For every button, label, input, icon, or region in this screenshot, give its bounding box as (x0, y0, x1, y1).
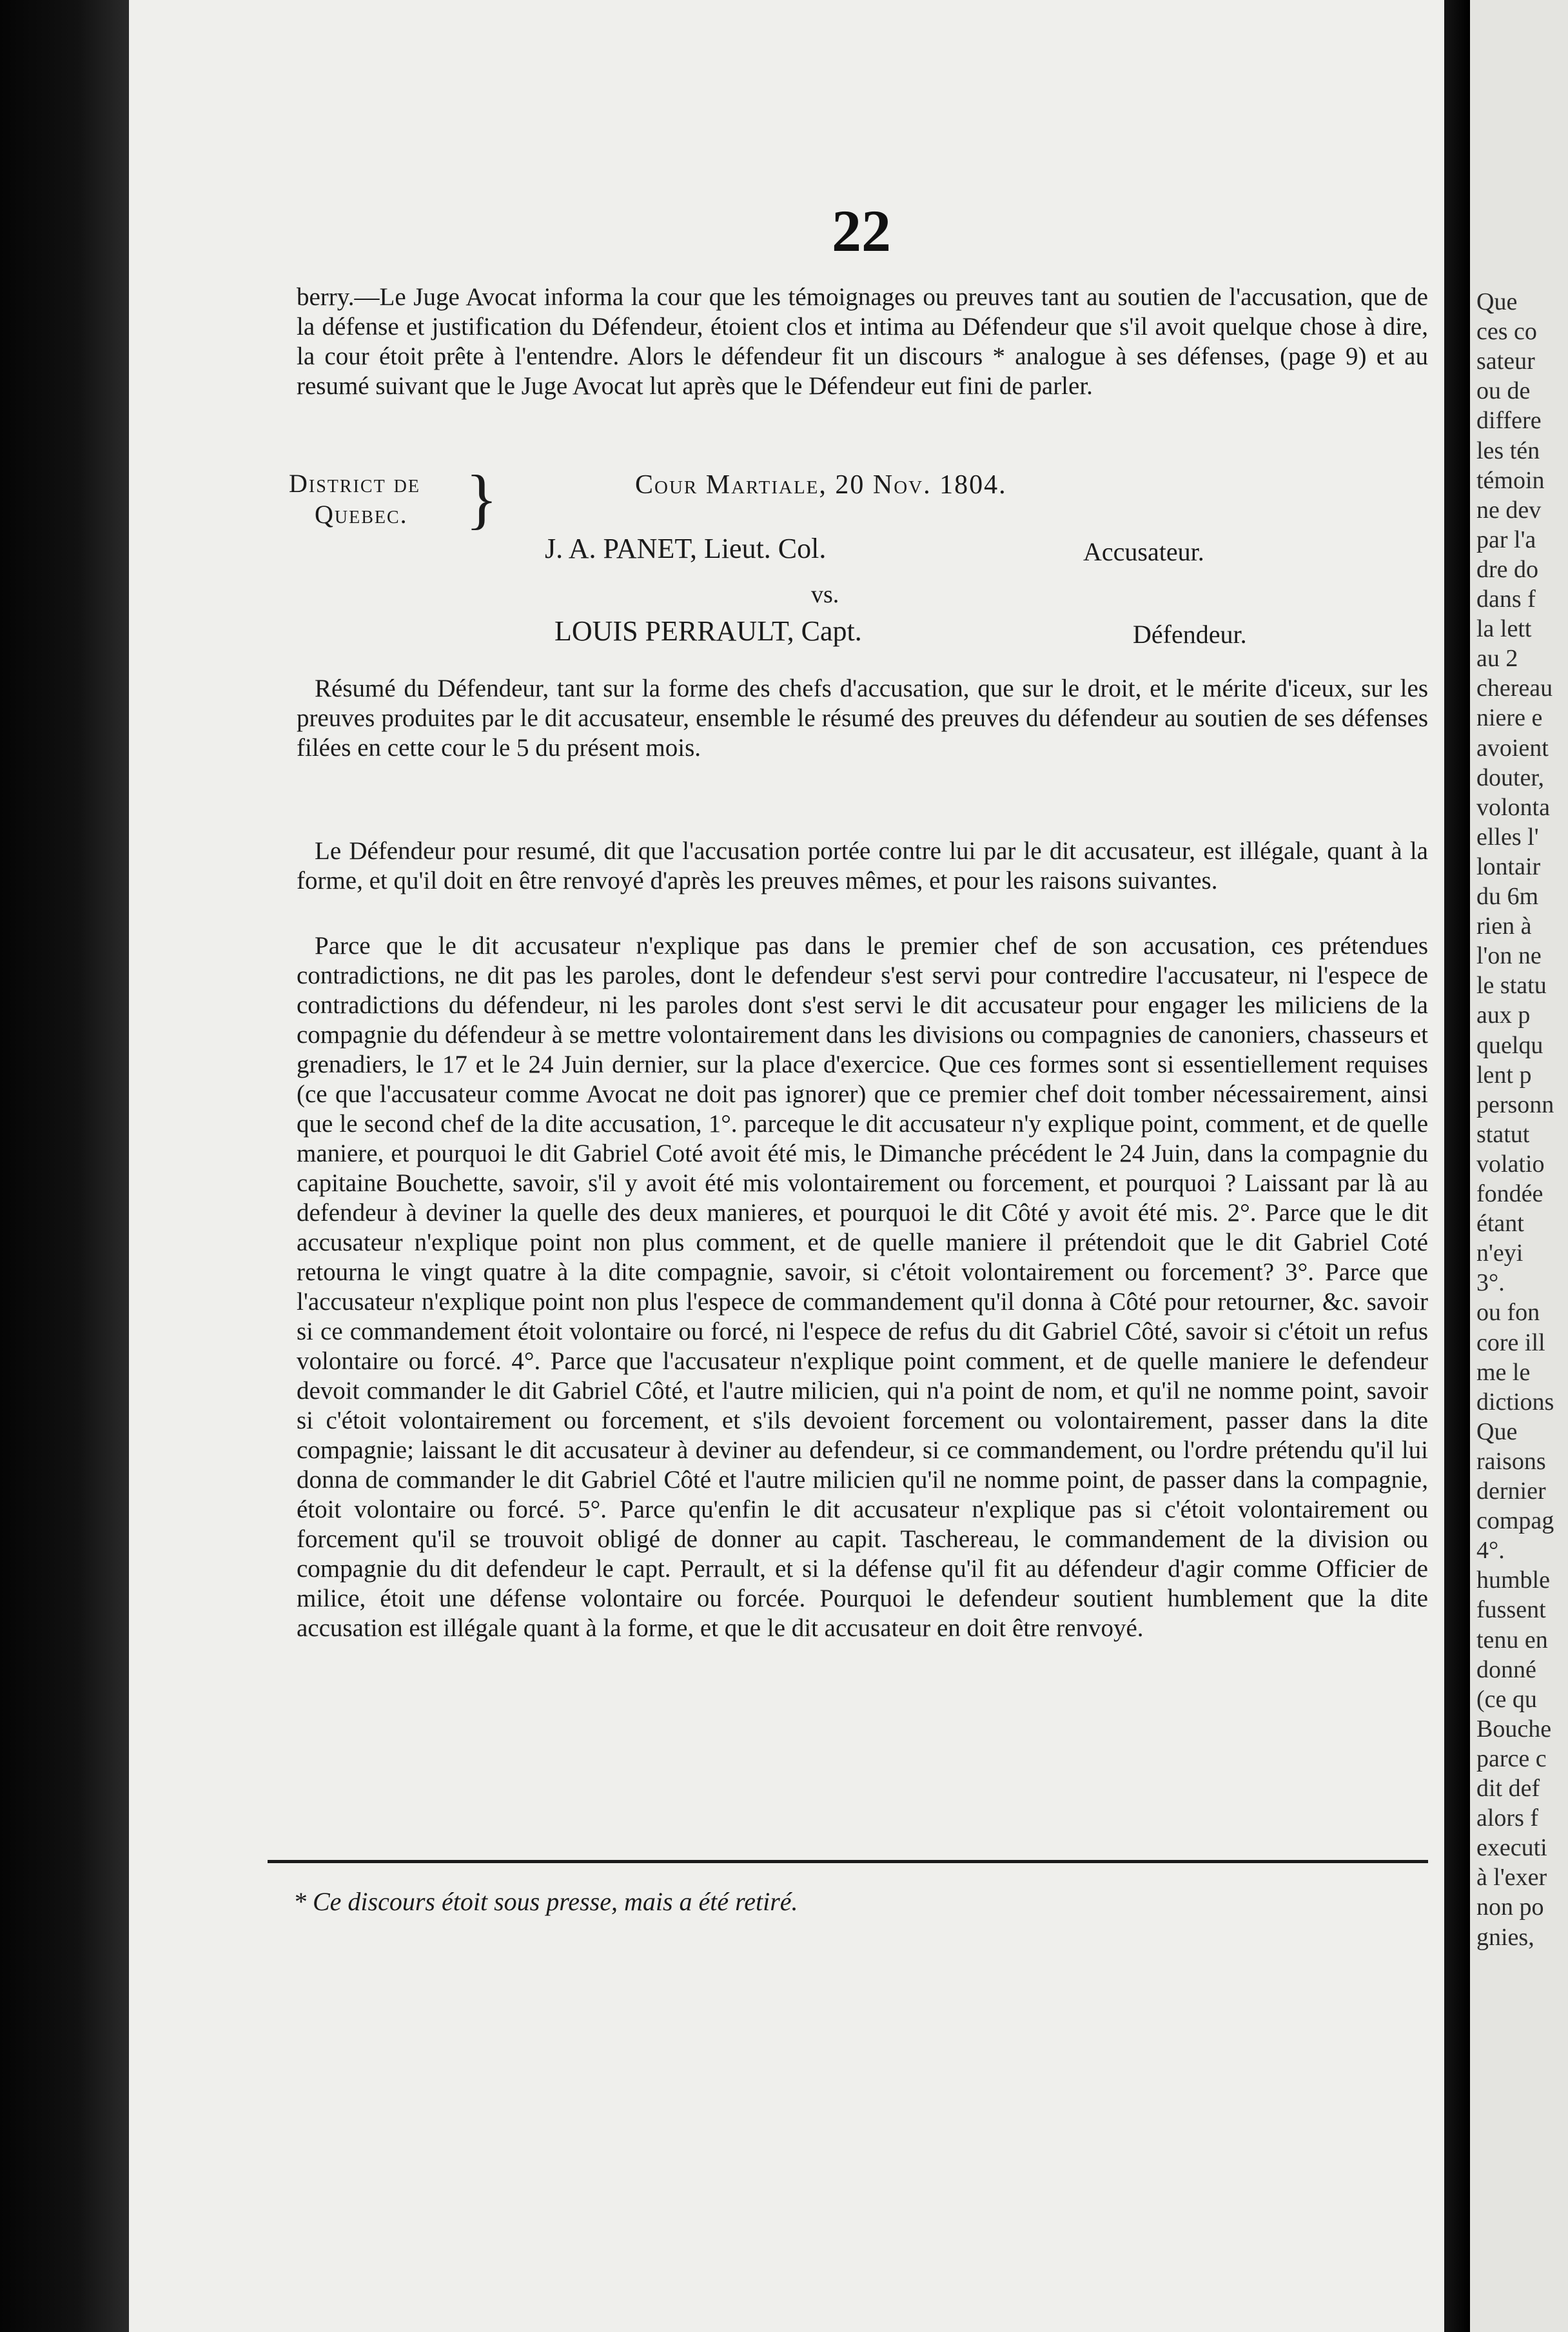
adjacent-page-line: rien à (1476, 913, 1532, 940)
adjacent-page-line: gnies, (1476, 1923, 1534, 1951)
adjacent-page-line: tenu en (1476, 1626, 1548, 1654)
adjacent-page-line: 4°. (1476, 1537, 1505, 1565)
adjacent-page-line: 3°. (1476, 1269, 1505, 1297)
plaintiff-name: J. A. PANET, Lieut. Col. (545, 533, 827, 564)
adjacent-page-line: ou de (1476, 377, 1531, 405)
opening-paragraph: berry.—Le Juge Avocat informa la cour que les témoignages ou preuves tant au soutien de l'accusation, que de la défense et justification du Défendeur, étoient clos et intima au Défendeur que s'il avoit quelque chose à dire, la cour étoit prête à l'entendre. Alors le défendeur fit un discours * analogue à ses défenses, (page 9) et au resumé suivant que le Juge Avocat lut après que le Défendeur eut fini de parler. (297, 283, 1428, 400)
defendant-name: LOUIS PERRAULT, Capt. (554, 615, 862, 647)
adjacent-page-line: chereau (1476, 675, 1553, 702)
adjacent-page-line: dictions (1476, 1388, 1554, 1416)
adjacent-page-line: Bouche (1476, 1715, 1552, 1743)
adjacent-page-line: dans f (1476, 586, 1536, 613)
adjacent-page-line: la lett (1476, 615, 1532, 643)
adjacent-page-line: non po (1476, 1893, 1544, 1921)
adjacent-page-line: le statu (1476, 972, 1547, 1000)
adjacent-page-line: dernier (1476, 1477, 1546, 1505)
adjacent-page-line: (ce qu (1476, 1685, 1537, 1713)
adjacent-page-line: humble (1476, 1566, 1550, 1594)
district-label (289, 468, 495, 530)
adjacent-page-line: dre do (1476, 555, 1539, 583)
adjacent-page-line: differe (1476, 407, 1542, 435)
adjacent-page-line: douter, (1476, 764, 1545, 791)
adjacent-page-line: avoient (1476, 734, 1549, 762)
adjacent-page-line: compag (1476, 1507, 1554, 1535)
footnote: * Ce discours étoit sous presse, mais a été retiré. (293, 1887, 798, 1916)
adjacent-page-line: Que (1476, 1418, 1518, 1445)
argument-paragraph: Parce que le dit accusateur n'explique pas dans le premier chef de son accusation, ces prétendues contradictions, ne dit pas les paroles, dont le defendeur s'est servi pour contredire l'accusateur, ni l'espece de contradictions du défendeur, ni les paroles dont s'est servi le dit accusateur pour engager les miliciens de la compagnie du défendeur à se mettre volontairement dans les divisions ou compagnies de canoniers, chasseurs et grenadiers, le 17 et le 24 Juin dernier, sur la place d'exercice. Que ces formes sont si essentiellement requises (ce que l'accusateur comme Avocat ne doit pas ignorer) que ce premier chef doit tomber nécessairement, ainsi que le second chef de la dite accusation, 1°. parceque le dit accusateur n'y explique point, comment, et de quelle maniere, et pourquoi le dit Gabriel Coté avoit été mis, le Dimanche précédent le 24 Juin, dans la compagnie du capitaine Bouchette, savoir, s'il y avoit été mis volontairement ou forcement, et pourquoi ? Laissant par là au defendeur à deviner la quelle des deux manieres, et pourquoi le dit Côté y avoit été mis. 2°. Parce que le dit accusateur n'explique point non plus comment, et de quelle maniere il prétendoit que le dit Gabriel Coté retourna le vingt quatre à la dite compagnie, savoir, si c'étoit volontairement ou forcement? 3°. Parce que l'accusateur n'explique point non plus l'espece de commandement qu'il donna à Côté pour retourner, &c. savoir si ce commandement étoit volontaire ou forcé, ni l'espece de refus du dit Gabriel Côté, savoir si c'étoit un refus volontaire ou forcé. 4°. Parce que l'accusateur n'explique point comment, et de quelle maniere le defendeur devoit commander le dit Gabriel Côté, et l'autre milicien, qui n'a point de nom, et qu'il ne nomme point, savoir si c'étoit volontairement ou forcement, et s'ils devoient forcement ou volontairement, passer dans la dite compagnie; laissant le dit accusateur à deviner au defendeur, si ce commandement, ou l'ordre prétendu qu'il lui donna de commander le dit Gabriel Côté et l'autre milicien qu'il ne nomme point, de passer dans la compagnie, étoit volontaire ou forcé. 5°. Parce qu'enfin le dit accusateur n'explique pas si c'étoit volontairement ou forcement qu'il se trouvoit obligé de donner au capit. Taschereau, le commandement de la division ou compagnie du dit defendeur le capt. Perrault, et si la défense qu'il fit au défendeur d'agir comme Officier de milice, étoit une défense volontaire ou forcée. Pourquoi le defendeur soutient humblement que la dite accusation est illégale quant à la forme, et que le dit accusateur en doit être renvoyé. (297, 932, 1428, 1642)
adjacent-page-line: raisons (1476, 1447, 1546, 1475)
adjacent-page-line: fussent (1476, 1596, 1546, 1624)
adjacent-page-line: lent p (1476, 1061, 1532, 1089)
district-line-2: Quebec. (315, 500, 408, 529)
adjacent-page-line: alors f (1476, 1804, 1539, 1832)
adjacent-page-line: à l'exer (1476, 1864, 1547, 1892)
adjacent-page-line: étant (1476, 1210, 1524, 1238)
adjacent-page-line: les tén (1476, 437, 1540, 464)
adjacent-page-line: aux p (1476, 1002, 1531, 1029)
adjacent-page-line: quelqu (1476, 1031, 1544, 1059)
versus-label: vs. (811, 581, 839, 608)
adjacent-page-line: Que (1476, 288, 1518, 315)
adjacent-page-edge (1470, 0, 1568, 2332)
district-line-1: District de (289, 469, 420, 498)
adjacent-page-line: ces co (1476, 318, 1537, 346)
resume-paragraph: Résumé du Défendeur, tant sur la forme des chefs d'accusation, que sur le droit, et le mérite d'iceux, sur les preuves produites par le dit accusateur, ensemble le résumé des preuves du défendeur au soutien de ses défenses filées en cette cour le 5 du présent mois. (297, 675, 1428, 762)
adjacent-page-line: elles l' (1476, 823, 1539, 851)
adjacent-page-line: donné (1476, 1655, 1536, 1683)
adjacent-page-line: ou fon (1476, 1299, 1540, 1327)
adjacent-page-line: volonta (1476, 793, 1550, 821)
adjacent-page-line: du 6m (1476, 883, 1539, 910)
adjacent-page-line: personn (1476, 1091, 1554, 1118)
adjacent-page-line: n'eyi (1476, 1240, 1524, 1267)
adjacent-page-line: fondée (1476, 1180, 1544, 1207)
adjacent-page-line: niere e (1476, 704, 1543, 732)
adjacent-page-line: témoin (1476, 466, 1545, 494)
scan-left-edge (0, 0, 129, 2332)
defendant-claim-paragraph: Le Défendeur pour resumé, dit que l'accusation portée contre lui par le dit accusateur, est illégale, quant à la forme, et qu'il doit en être renvoyé d'après les preuves mêmes, et pour les raisons suivantes. (297, 837, 1428, 894)
adjacent-page-line: lontair (1476, 853, 1541, 880)
adjacent-page-line: au 2 (1476, 645, 1518, 673)
adjacent-page-line: statut (1476, 1120, 1530, 1148)
book-gutter (1444, 0, 1470, 2332)
adjacent-page-line: sateur (1476, 348, 1535, 375)
defendant-role: Défendeur. (1133, 620, 1247, 649)
brace-glyph: } (466, 462, 498, 536)
footnote-divider (268, 1860, 1428, 1863)
adjacent-page-line: parce c (1476, 1744, 1547, 1772)
adjacent-page-line: l'on ne (1476, 942, 1542, 970)
adjacent-page-line: par l'a (1476, 526, 1536, 553)
adjacent-page-line: ne dev (1476, 496, 1542, 524)
adjacent-page-line: volatio (1476, 1150, 1545, 1178)
plaintiff-role: Accusateur. (1083, 537, 1204, 566)
adjacent-page-line: executi (1476, 1834, 1547, 1862)
adjacent-page-line: dit def (1476, 1775, 1540, 1802)
adjacent-page-line: me le (1476, 1358, 1531, 1386)
adjacent-page-line: core ill (1476, 1329, 1545, 1356)
page-number: 22 (832, 198, 891, 264)
court-heading: Cour Martiale, 20 Nov. 1804. (635, 470, 1007, 500)
